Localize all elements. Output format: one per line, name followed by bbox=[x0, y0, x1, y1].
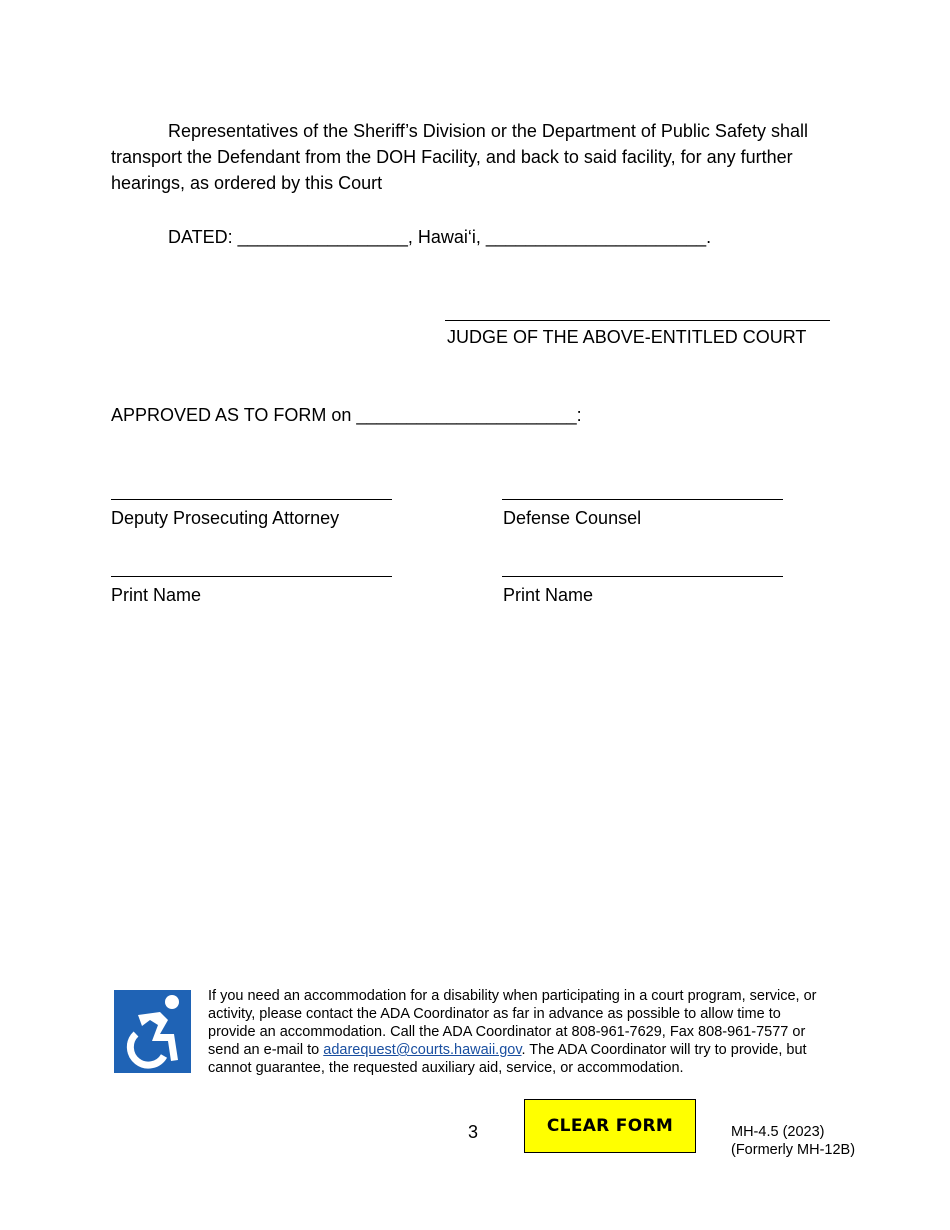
defense-label: Defense Counsel bbox=[503, 508, 642, 528]
ada-notice-text: If you need an accommodation for a disability when participating in a court program, service, or activity, please contact the ADA Coordinator as far in advance as possible to allow time to provide an accommodation. Call the ADA Coordinator at 808-961-7629, Fax 808-961-7577 or send an e-mail to bbox=[208, 988, 817, 1058]
page-number: 3 bbox=[468, 1122, 479, 1142]
transport-paragraph bbox=[111, 118, 841, 196]
prosecutor-print-label: Print Name bbox=[111, 585, 202, 605]
form-code: MH-4.5 (2023) bbox=[731, 1124, 825, 1140]
ada-email-link[interactable]: adarequest@courts.hawaii.gov bbox=[323, 1042, 522, 1058]
judge-signature-line bbox=[445, 320, 830, 321]
defense-print-line bbox=[502, 576, 783, 577]
clear-form-button[interactable]: CLEAR FORM bbox=[524, 1099, 696, 1153]
defense-print-label: Print Name bbox=[503, 585, 594, 605]
accessibility-wheelchair-icon bbox=[114, 990, 191, 1073]
ada-notice bbox=[208, 987, 828, 1077]
form-former-code: (Formerly MH-12B) bbox=[731, 1142, 856, 1158]
paragraph-continuation: transport the Defendant from the DOH Facility, and back to said facility, for any further hearings, as ordered by this Court bbox=[111, 147, 793, 193]
dated-line: DATED: _________________, Hawai‘i, ______________________. bbox=[168, 227, 712, 247]
paragraph-first-line: Representatives of the Sheriff’s Division or the Department of Public Safety shall bbox=[168, 121, 808, 141]
prosecutor-label: Deputy Prosecuting Attorney bbox=[111, 508, 340, 528]
approved-as-to-form: APPROVED AS TO FORM on ______________________: bbox=[111, 405, 582, 425]
defense-signature-line bbox=[502, 499, 783, 500]
prosecutor-print-line bbox=[111, 576, 392, 577]
judge-label: JUDGE OF THE ABOVE-ENTITLED COURT bbox=[447, 327, 807, 347]
ada-notice-text-end: . The ADA Coordinator will try to provide, but cannot guarantee, the requested auxiliary aid, service, or accommodation. bbox=[208, 1042, 807, 1076]
prosecutor-signature-line bbox=[111, 499, 392, 500]
form-identifier bbox=[731, 1123, 855, 1159]
